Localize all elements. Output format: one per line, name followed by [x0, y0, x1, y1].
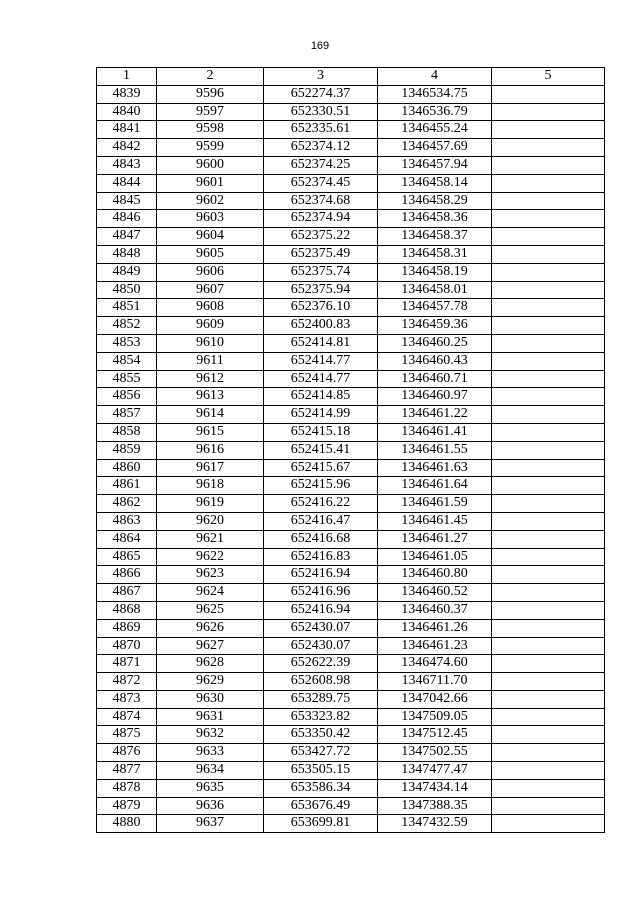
cell-point-number: 9613 — [157, 388, 264, 406]
cell-note — [492, 673, 605, 691]
cell-point-number: 9605 — [157, 245, 264, 263]
cell-row-number: 4869 — [97, 619, 157, 637]
cell-note — [492, 637, 605, 655]
table-row — [97, 477, 605, 495]
cell-row-number: 4862 — [97, 495, 157, 513]
cell-point-number: 9622 — [157, 548, 264, 566]
cell-x-coordinate: 652430.07 — [264, 619, 378, 637]
table-header — [97, 68, 605, 86]
cell-note — [492, 815, 605, 833]
table-row — [97, 584, 605, 602]
cell-x-coordinate: 652415.96 — [264, 477, 378, 495]
cell-y-coordinate: 1347509.05 — [378, 708, 492, 726]
cell-note — [492, 85, 605, 103]
cell-point-number: 9603 — [157, 210, 264, 228]
table-row — [97, 334, 605, 352]
table-row — [97, 512, 605, 530]
cell-note — [492, 103, 605, 121]
table-row — [97, 245, 605, 263]
cell-point-number: 9597 — [157, 103, 264, 121]
cell-x-coordinate: 652416.47 — [264, 512, 378, 530]
cell-note — [492, 299, 605, 317]
cell-y-coordinate: 1346536.79 — [378, 103, 492, 121]
cell-row-number: 4875 — [97, 726, 157, 744]
table-row — [97, 673, 605, 691]
table-row — [97, 797, 605, 815]
cell-point-number: 9612 — [157, 370, 264, 388]
cell-row-number: 4867 — [97, 584, 157, 602]
cell-point-number: 9599 — [157, 139, 264, 157]
cell-x-coordinate: 652375.74 — [264, 263, 378, 281]
cell-x-coordinate: 652416.94 — [264, 601, 378, 619]
cell-point-number: 9604 — [157, 228, 264, 246]
column-header-4: 4 — [378, 68, 492, 86]
table-row — [97, 441, 605, 459]
table-row — [97, 139, 605, 157]
cell-note — [492, 655, 605, 673]
cell-x-coordinate: 653505.15 — [264, 762, 378, 780]
cell-y-coordinate: 1346459.36 — [378, 317, 492, 335]
cell-point-number: 9632 — [157, 726, 264, 744]
cell-x-coordinate: 652416.68 — [264, 530, 378, 548]
cell-x-coordinate: 652416.83 — [264, 548, 378, 566]
cell-point-number: 9624 — [157, 584, 264, 602]
cell-point-number: 9625 — [157, 601, 264, 619]
table-row — [97, 85, 605, 103]
cell-x-coordinate: 652415.67 — [264, 459, 378, 477]
cell-y-coordinate: 1347502.55 — [378, 744, 492, 762]
cell-y-coordinate: 1346460.37 — [378, 601, 492, 619]
cell-x-coordinate: 652416.96 — [264, 584, 378, 602]
cell-point-number: 9626 — [157, 619, 264, 637]
cell-x-coordinate: 652330.51 — [264, 103, 378, 121]
cell-point-number: 9615 — [157, 423, 264, 441]
table-row — [97, 566, 605, 584]
table-row — [97, 726, 605, 744]
cell-point-number: 9633 — [157, 744, 264, 762]
cell-row-number: 4863 — [97, 512, 157, 530]
table-row — [97, 121, 605, 139]
cell-note — [492, 797, 605, 815]
cell-x-coordinate: 653586.34 — [264, 779, 378, 797]
cell-y-coordinate: 1347477.47 — [378, 762, 492, 780]
cell-note — [492, 779, 605, 797]
cell-row-number: 4870 — [97, 637, 157, 655]
cell-x-coordinate: 653323.82 — [264, 708, 378, 726]
cell-x-coordinate: 652374.12 — [264, 139, 378, 157]
cell-point-number: 9610 — [157, 334, 264, 352]
cell-note — [492, 762, 605, 780]
cell-y-coordinate: 1346458.14 — [378, 174, 492, 192]
cell-note — [492, 334, 605, 352]
cell-x-coordinate: 652622.39 — [264, 655, 378, 673]
cell-note — [492, 388, 605, 406]
cell-row-number: 4860 — [97, 459, 157, 477]
cell-x-coordinate: 652400.83 — [264, 317, 378, 335]
table-row — [97, 281, 605, 299]
cell-note — [492, 317, 605, 335]
cell-y-coordinate: 1347512.45 — [378, 726, 492, 744]
cell-note — [492, 477, 605, 495]
cell-y-coordinate: 1346458.19 — [378, 263, 492, 281]
cell-point-number: 9607 — [157, 281, 264, 299]
table-row — [97, 103, 605, 121]
cell-y-coordinate: 1347434.14 — [378, 779, 492, 797]
table-row — [97, 762, 605, 780]
table-row — [97, 708, 605, 726]
cell-row-number: 4854 — [97, 352, 157, 370]
cell-point-number: 9630 — [157, 690, 264, 708]
cell-row-number: 4849 — [97, 263, 157, 281]
table-row — [97, 210, 605, 228]
cell-x-coordinate: 653427.72 — [264, 744, 378, 762]
column-header-2: 2 — [157, 68, 264, 86]
cell-y-coordinate: 1346474.60 — [378, 655, 492, 673]
cell-x-coordinate: 652274.37 — [264, 85, 378, 103]
cell-y-coordinate: 1346458.01 — [378, 281, 492, 299]
column-header-3: 3 — [264, 68, 378, 86]
cell-note — [492, 121, 605, 139]
cell-y-coordinate: 1346461.05 — [378, 548, 492, 566]
table-row — [97, 779, 605, 797]
cell-point-number: 9634 — [157, 762, 264, 780]
table-row — [97, 228, 605, 246]
cell-x-coordinate: 652335.61 — [264, 121, 378, 139]
cell-row-number: 4865 — [97, 548, 157, 566]
cell-row-number: 4848 — [97, 245, 157, 263]
table-row — [97, 406, 605, 424]
cell-row-number: 4871 — [97, 655, 157, 673]
cell-x-coordinate: 652414.85 — [264, 388, 378, 406]
cell-point-number: 9608 — [157, 299, 264, 317]
table-row — [97, 619, 605, 637]
cell-row-number: 4839 — [97, 85, 157, 103]
cell-row-number: 4879 — [97, 797, 157, 815]
table-row — [97, 690, 605, 708]
cell-note — [492, 708, 605, 726]
cell-point-number: 9596 — [157, 85, 264, 103]
cell-y-coordinate: 1347042.66 — [378, 690, 492, 708]
cell-y-coordinate: 1346461.59 — [378, 495, 492, 513]
cell-point-number: 9617 — [157, 459, 264, 477]
cell-y-coordinate: 1346461.41 — [378, 423, 492, 441]
cell-point-number: 9614 — [157, 406, 264, 424]
cell-note — [492, 228, 605, 246]
table-body — [97, 85, 605, 832]
cell-note — [492, 174, 605, 192]
cell-x-coordinate: 652375.94 — [264, 281, 378, 299]
table-row — [97, 601, 605, 619]
cell-point-number: 9611 — [157, 352, 264, 370]
cell-point-number: 9631 — [157, 708, 264, 726]
cell-y-coordinate: 1346461.45 — [378, 512, 492, 530]
cell-x-coordinate: 652608.98 — [264, 673, 378, 691]
table-row — [97, 655, 605, 673]
cell-row-number: 4850 — [97, 281, 157, 299]
cell-row-number: 4852 — [97, 317, 157, 335]
cell-row-number: 4844 — [97, 174, 157, 192]
cell-y-coordinate: 1346458.31 — [378, 245, 492, 263]
column-header-5: 5 — [492, 68, 605, 86]
cell-note — [492, 584, 605, 602]
cell-row-number: 4847 — [97, 228, 157, 246]
cell-point-number: 9627 — [157, 637, 264, 655]
table-row — [97, 495, 605, 513]
cell-row-number: 4880 — [97, 815, 157, 833]
cell-row-number: 4856 — [97, 388, 157, 406]
cell-point-number: 9606 — [157, 263, 264, 281]
cell-point-number: 9628 — [157, 655, 264, 673]
cell-point-number: 9598 — [157, 121, 264, 139]
cell-note — [492, 601, 605, 619]
cell-x-coordinate: 652416.22 — [264, 495, 378, 513]
cell-note — [492, 566, 605, 584]
cell-note — [492, 744, 605, 762]
cell-row-number: 4859 — [97, 441, 157, 459]
cell-point-number: 9635 — [157, 779, 264, 797]
cell-note — [492, 495, 605, 513]
cell-y-coordinate: 1346460.52 — [378, 584, 492, 602]
cell-x-coordinate: 652374.45 — [264, 174, 378, 192]
cell-x-coordinate: 652374.25 — [264, 156, 378, 174]
cell-x-coordinate: 652414.77 — [264, 370, 378, 388]
table-row — [97, 388, 605, 406]
cell-x-coordinate: 652375.49 — [264, 245, 378, 263]
cell-row-number: 4846 — [97, 210, 157, 228]
cell-point-number: 9636 — [157, 797, 264, 815]
cell-row-number: 4840 — [97, 103, 157, 121]
cell-point-number: 9623 — [157, 566, 264, 584]
cell-x-coordinate: 652376.10 — [264, 299, 378, 317]
cell-y-coordinate: 1346457.94 — [378, 156, 492, 174]
cell-x-coordinate: 652374.68 — [264, 192, 378, 210]
cell-point-number: 9601 — [157, 174, 264, 192]
cell-row-number: 4861 — [97, 477, 157, 495]
cell-y-coordinate: 1346455.24 — [378, 121, 492, 139]
cell-x-coordinate: 652414.81 — [264, 334, 378, 352]
table-row — [97, 192, 605, 210]
cell-row-number: 4841 — [97, 121, 157, 139]
table-row — [97, 263, 605, 281]
cell-x-coordinate: 652414.77 — [264, 352, 378, 370]
cell-y-coordinate: 1346460.71 — [378, 370, 492, 388]
cell-y-coordinate: 1346458.36 — [378, 210, 492, 228]
cell-x-coordinate: 652374.94 — [264, 210, 378, 228]
cell-note — [492, 619, 605, 637]
table-row — [97, 317, 605, 335]
cell-note — [492, 370, 605, 388]
cell-note — [492, 530, 605, 548]
cell-y-coordinate: 1346461.55 — [378, 441, 492, 459]
cell-y-coordinate: 1346461.22 — [378, 406, 492, 424]
cell-point-number: 9619 — [157, 495, 264, 513]
cell-row-number: 4864 — [97, 530, 157, 548]
cell-note — [492, 263, 605, 281]
cell-point-number: 9600 — [157, 156, 264, 174]
cell-point-number: 9637 — [157, 815, 264, 833]
cell-y-coordinate: 1346460.43 — [378, 352, 492, 370]
cell-row-number: 4873 — [97, 690, 157, 708]
cell-row-number: 4866 — [97, 566, 157, 584]
table-row — [97, 299, 605, 317]
page-number: 169 — [310, 40, 330, 52]
cell-note — [492, 548, 605, 566]
cell-y-coordinate: 1346460.80 — [378, 566, 492, 584]
header-row — [97, 68, 605, 86]
cell-note — [492, 210, 605, 228]
table-row — [97, 459, 605, 477]
cell-point-number: 9618 — [157, 477, 264, 495]
coordinates-table — [96, 67, 605, 833]
cell-row-number: 4858 — [97, 423, 157, 441]
cell-point-number: 9620 — [157, 512, 264, 530]
cell-y-coordinate: 1346461.27 — [378, 530, 492, 548]
cell-x-coordinate: 653699.81 — [264, 815, 378, 833]
cell-row-number: 4845 — [97, 192, 157, 210]
table-row — [97, 370, 605, 388]
cell-x-coordinate: 652416.94 — [264, 566, 378, 584]
cell-y-coordinate: 1346461.64 — [378, 477, 492, 495]
cell-row-number: 4853 — [97, 334, 157, 352]
cell-row-number: 4842 — [97, 139, 157, 157]
cell-y-coordinate: 1346461.63 — [378, 459, 492, 477]
cell-note — [492, 139, 605, 157]
cell-x-coordinate: 652415.41 — [264, 441, 378, 459]
cell-y-coordinate: 1346461.23 — [378, 637, 492, 655]
cell-point-number: 9616 — [157, 441, 264, 459]
cell-y-coordinate: 1346711.70 — [378, 673, 492, 691]
table-row — [97, 815, 605, 833]
cell-y-coordinate: 1346534.75 — [378, 85, 492, 103]
column-header-1: 1 — [97, 68, 157, 86]
cell-y-coordinate: 1347432.59 — [378, 815, 492, 833]
cell-row-number: 4874 — [97, 708, 157, 726]
cell-row-number: 4857 — [97, 406, 157, 424]
cell-note — [492, 281, 605, 299]
cell-y-coordinate: 1346458.37 — [378, 228, 492, 246]
cell-point-number: 9629 — [157, 673, 264, 691]
cell-row-number: 4851 — [97, 299, 157, 317]
table-row — [97, 637, 605, 655]
cell-note — [492, 406, 605, 424]
cell-note — [492, 352, 605, 370]
cell-x-coordinate: 652414.99 — [264, 406, 378, 424]
cell-note — [492, 690, 605, 708]
cell-row-number: 4868 — [97, 601, 157, 619]
cell-y-coordinate: 1346460.97 — [378, 388, 492, 406]
cell-x-coordinate: 653350.42 — [264, 726, 378, 744]
cell-point-number: 9609 — [157, 317, 264, 335]
cell-point-number: 9602 — [157, 192, 264, 210]
cell-row-number: 4843 — [97, 156, 157, 174]
table-row — [97, 156, 605, 174]
cell-note — [492, 423, 605, 441]
cell-row-number: 4855 — [97, 370, 157, 388]
cell-y-coordinate: 1346457.69 — [378, 139, 492, 157]
cell-x-coordinate: 652430.07 — [264, 637, 378, 655]
cell-row-number: 4878 — [97, 779, 157, 797]
cell-note — [492, 459, 605, 477]
cell-x-coordinate: 652375.22 — [264, 228, 378, 246]
table-row — [97, 352, 605, 370]
cell-y-coordinate: 1346457.78 — [378, 299, 492, 317]
cell-y-coordinate: 1347388.35 — [378, 797, 492, 815]
table-row — [97, 744, 605, 762]
cell-note — [492, 245, 605, 263]
cell-note — [492, 192, 605, 210]
table-row — [97, 423, 605, 441]
cell-x-coordinate: 652415.18 — [264, 423, 378, 441]
table-row — [97, 548, 605, 566]
cell-note — [492, 512, 605, 530]
cell-y-coordinate: 1346460.25 — [378, 334, 492, 352]
cell-note — [492, 156, 605, 174]
table-row — [97, 530, 605, 548]
cell-note — [492, 441, 605, 459]
cell-x-coordinate: 653289.75 — [264, 690, 378, 708]
cell-row-number: 4872 — [97, 673, 157, 691]
cell-x-coordinate: 653676.49 — [264, 797, 378, 815]
cell-note — [492, 726, 605, 744]
cell-y-coordinate: 1346458.29 — [378, 192, 492, 210]
table-row — [97, 174, 605, 192]
cell-point-number: 9621 — [157, 530, 264, 548]
cell-y-coordinate: 1346461.26 — [378, 619, 492, 637]
cell-row-number: 4877 — [97, 762, 157, 780]
cell-row-number: 4876 — [97, 744, 157, 762]
